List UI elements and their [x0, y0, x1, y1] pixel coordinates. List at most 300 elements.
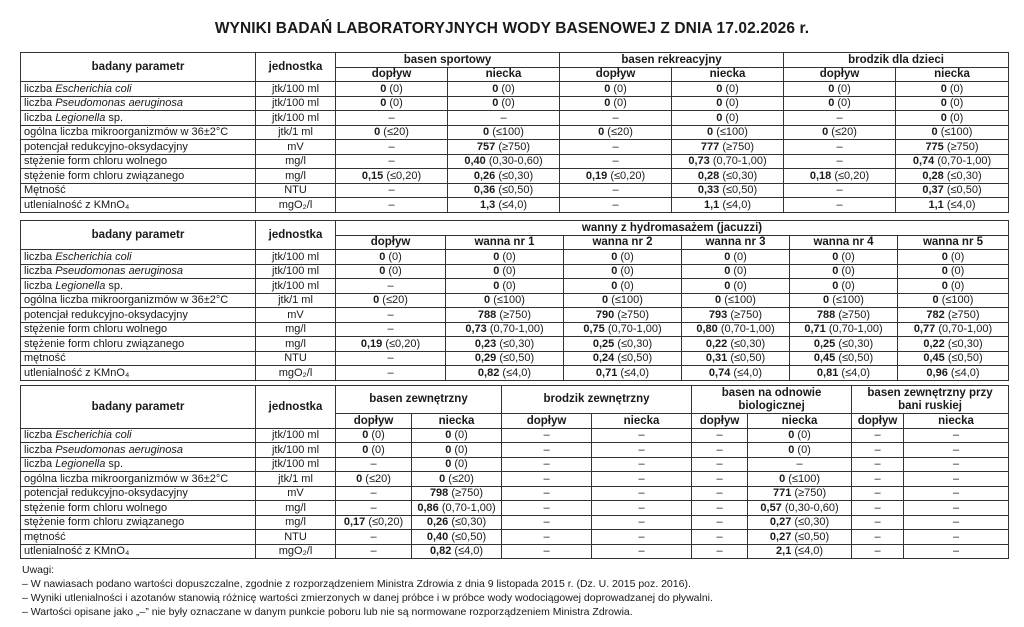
limit-value: (≤100) — [490, 294, 525, 307]
value-cell — [784, 198, 896, 213]
value-cell — [790, 351, 898, 366]
unit-cell: mg/l — [256, 337, 336, 352]
table-row — [21, 250, 1009, 265]
limit-value: (≤0,20) — [382, 337, 421, 350]
measured-value: 798 — [429, 487, 449, 500]
measured-value: – — [612, 140, 619, 153]
table-row — [21, 351, 1009, 366]
table-row — [21, 183, 1009, 198]
value-cell — [336, 308, 446, 323]
measured-value: 0,36 — [473, 184, 496, 197]
measured-value: 0 — [445, 443, 452, 456]
value-cell — [898, 351, 1009, 366]
unit-cell: jtk/100 ml — [256, 82, 336, 97]
value-cell — [898, 250, 1009, 265]
value-cell — [790, 293, 898, 308]
limit-value: (0) — [617, 279, 634, 292]
sub-header: dopływ — [336, 67, 448, 82]
limit-value: (0) — [947, 265, 965, 278]
value-cell — [898, 337, 1009, 352]
table-row — [21, 169, 1009, 184]
value-cell — [672, 82, 784, 97]
value-cell — [784, 183, 896, 198]
measured-value: 0 — [823, 294, 830, 307]
sub-header: niecka — [412, 414, 502, 429]
measured-value: 0,82 — [477, 366, 500, 379]
value-cell — [748, 486, 852, 501]
measured-value: – — [543, 472, 550, 485]
value-cell — [446, 308, 564, 323]
limit-value: (0) — [722, 111, 739, 124]
limit-value: (≥750) — [448, 487, 484, 500]
limit-value: (0) — [451, 443, 468, 456]
measured-value: 0,96 — [926, 366, 948, 379]
value-cell — [790, 279, 898, 294]
value-cell — [692, 501, 748, 516]
value-cell — [898, 366, 1009, 381]
param-text: potencjał redukcyjno-oksydacyjny — [24, 308, 188, 321]
measured-value: 0,73 — [465, 323, 487, 336]
param-cell — [21, 428, 256, 443]
param-text: mętność — [24, 530, 66, 543]
note-item: – Wyniki utlenialności i azotanów stanowią różnicę wartości zmierzonych w danej próbce i w próbce wody wodociągowej doprowadzanej do pływalni. — [22, 592, 713, 604]
value-cell — [336, 125, 448, 140]
param-cell — [21, 443, 256, 458]
limit-value: (≥750) — [614, 308, 650, 321]
value-cell — [564, 264, 682, 279]
sub-header: niecka — [896, 67, 1009, 82]
measured-value: 0 — [715, 294, 722, 307]
param-cell — [21, 111, 256, 126]
value-cell — [790, 366, 898, 381]
group-header: brodzik dla dzieci — [784, 53, 1009, 68]
limit-value: (≤0,50) — [614, 352, 653, 365]
value-cell — [502, 472, 592, 487]
param-cell — [21, 501, 256, 516]
measured-value: 0,45 — [813, 352, 836, 365]
limit-value: (≥750) — [944, 308, 980, 321]
param-cell — [21, 530, 256, 545]
param-latin-name: Legionella — [55, 458, 106, 471]
unit-cell: NTU — [256, 530, 336, 545]
measured-value: – — [543, 458, 550, 471]
measured-value: – — [388, 184, 395, 197]
limit-value: (0) — [610, 82, 627, 95]
measured-value: – — [836, 111, 843, 124]
limit-value: (0,70-1,00) — [486, 323, 544, 336]
limit-value: (≤0,20) — [607, 169, 646, 182]
value-cell — [748, 544, 852, 559]
limit-value: (0) — [610, 97, 627, 110]
measured-value: – — [638, 545, 645, 558]
measured-value: 0,75 — [583, 323, 605, 336]
value-cell — [560, 154, 672, 169]
measured-value: 0,19 — [585, 169, 608, 182]
note-item: – Wartości opisane jako „–” nie były oznaczane w danym punkcie poboru lub nie są normowane rozporządzeniem Ministra Zdrowia. — [22, 606, 633, 618]
value-cell — [564, 293, 682, 308]
unit-cell: jtk/100 ml — [256, 457, 336, 472]
measured-value: 0,33 — [697, 184, 720, 197]
value-cell — [448, 96, 560, 111]
sub-header: dopływ — [784, 67, 896, 82]
measured-value: 0,74 — [912, 155, 935, 168]
sub-header: dopływ — [560, 67, 672, 82]
value-cell — [852, 428, 904, 443]
measured-value: – — [370, 458, 377, 471]
value-cell — [502, 428, 592, 443]
limit-value: (≥750) — [495, 140, 531, 153]
param-cell — [21, 457, 256, 472]
measured-value: – — [370, 501, 377, 514]
value-cell — [412, 457, 502, 472]
value-cell — [898, 279, 1009, 294]
measured-value: – — [638, 458, 645, 471]
param-text: mętność — [24, 352, 66, 365]
value-cell — [560, 111, 672, 126]
value-cell — [336, 428, 412, 443]
measured-value: 0,17 — [343, 516, 366, 529]
measured-value: 775 — [925, 140, 944, 153]
measured-value: – — [387, 308, 394, 321]
limit-value: (≤4,0) — [451, 545, 484, 558]
unit-cell: mV — [256, 140, 336, 155]
measured-value: – — [388, 198, 395, 211]
sub-header: niecka — [448, 67, 560, 82]
measured-value: 0 — [724, 265, 731, 278]
limit-value: (≤100) — [938, 294, 974, 307]
measured-value: – — [543, 545, 550, 558]
value-cell — [592, 457, 692, 472]
value-cell — [672, 169, 784, 184]
table-row — [21, 472, 1009, 487]
limit-value: (0) — [617, 250, 634, 263]
value-cell — [502, 457, 592, 472]
limit-value: (≤100) — [721, 294, 756, 307]
value-cell — [784, 125, 896, 140]
value-cell — [682, 366, 790, 381]
param-cell — [21, 250, 256, 265]
param-text: sp. — [105, 279, 124, 292]
limit-value: (≤20) — [362, 472, 391, 485]
value-cell — [692, 443, 748, 458]
value-cell — [446, 250, 564, 265]
value-cell — [560, 82, 672, 97]
measured-value: 0 — [598, 126, 605, 139]
value-cell — [336, 337, 446, 352]
measured-value: – — [387, 366, 394, 379]
measured-value: 0,26 — [426, 516, 449, 529]
limit-value: (≤0,30) — [943, 169, 982, 182]
measured-value: 0 — [356, 472, 363, 485]
measured-value: 0 — [484, 294, 491, 307]
value-cell — [748, 501, 852, 516]
table-row — [21, 111, 1009, 126]
measured-value: – — [874, 530, 881, 543]
measured-value: 0 — [779, 472, 786, 485]
param-text: stężenie form chloru związanego — [24, 516, 185, 529]
value-cell — [896, 154, 1009, 169]
measured-value: 0,45 — [923, 352, 945, 365]
table-row — [21, 125, 1009, 140]
param-text: ogólna liczba mikroorganizmów w 36±2°C — [24, 472, 229, 485]
measured-value: 790 — [595, 308, 615, 321]
limit-value: (0) — [838, 279, 855, 292]
param-text: ogólna liczba mikroorganizmów w 36±2°C — [24, 294, 229, 307]
table-row — [21, 530, 1009, 545]
unit-cell: jtk/100 ml — [256, 279, 336, 294]
value-cell — [412, 544, 502, 559]
param-cell — [21, 125, 256, 140]
value-cell — [564, 366, 682, 381]
param-latin-name: Escherichia coli — [55, 429, 132, 442]
value-cell — [412, 428, 502, 443]
limit-value: (≤0,30) — [791, 516, 830, 529]
param-cell — [21, 82, 256, 97]
value-cell — [748, 515, 852, 530]
table-row — [21, 308, 1009, 323]
value-cell — [672, 125, 784, 140]
value-cell — [904, 457, 1009, 472]
value-cell — [560, 96, 672, 111]
value-cell — [748, 443, 852, 458]
value-cell — [448, 140, 560, 155]
value-cell — [448, 169, 560, 184]
unit-cell: mg/l — [256, 154, 336, 169]
param-text: liczba — [24, 279, 56, 292]
value-cell — [446, 351, 564, 366]
measured-value: – — [874, 472, 881, 485]
value-cell — [852, 457, 904, 472]
value-cell — [896, 198, 1009, 213]
measured-value: 0,80 — [696, 323, 718, 336]
table-row — [21, 322, 1009, 337]
param-text: liczba — [24, 265, 56, 278]
measured-value: 0 — [380, 82, 387, 95]
measured-value: – — [716, 530, 723, 543]
measured-value: – — [796, 458, 803, 471]
limit-value: (0,70-1,00) — [825, 323, 883, 336]
value-cell — [784, 82, 896, 97]
measured-value: 0 — [602, 294, 609, 307]
value-cell — [502, 501, 592, 516]
measured-value: 777 — [700, 140, 720, 153]
value-cell — [692, 428, 748, 443]
measured-value: – — [387, 323, 394, 336]
unit-cell: mg/l — [256, 169, 336, 184]
value-cell — [904, 515, 1009, 530]
measured-value: 0 — [439, 472, 446, 485]
value-cell — [336, 183, 448, 198]
value-cell — [336, 250, 446, 265]
unit-cell: mgO₂/l — [256, 366, 336, 381]
sub-header: wanna nr 2 — [564, 235, 682, 250]
sub-header: niecka — [904, 414, 1009, 429]
measured-value: – — [874, 458, 881, 471]
measured-value: 0 — [374, 126, 381, 139]
param-cell — [21, 472, 256, 487]
limit-value: (0) — [498, 82, 515, 95]
value-cell — [446, 337, 564, 352]
limit-value: (≤100) — [937, 126, 973, 139]
measured-value: – — [952, 530, 960, 543]
unit-cell: mV — [256, 308, 336, 323]
value-cell — [560, 198, 672, 213]
measured-value: 0,18 — [809, 169, 832, 182]
param-latin-name: Pseudomonas aeruginosa — [55, 97, 183, 110]
measured-value: – — [874, 516, 881, 529]
measured-value: 0 — [832, 265, 839, 278]
limit-value: (≤0,30) — [835, 337, 874, 350]
limit-value: (≤20) — [828, 126, 857, 139]
measured-value: 0 — [931, 126, 938, 139]
value-cell — [692, 486, 748, 501]
value-cell — [896, 183, 1009, 198]
value-cell — [692, 515, 748, 530]
param-latin-name: Pseudomonas aeruginosa — [55, 265, 183, 278]
value-cell — [852, 515, 904, 530]
value-cell — [448, 125, 560, 140]
unit-cell: jtk/1 ml — [256, 125, 336, 140]
measured-value: 0 — [492, 97, 499, 110]
measured-value: – — [716, 487, 723, 500]
table-row — [21, 443, 1009, 458]
param-latin-name: Legionella — [55, 111, 106, 124]
value-cell — [592, 472, 692, 487]
measured-value: 0 — [445, 429, 452, 442]
value-cell — [896, 169, 1009, 184]
value-cell — [852, 501, 904, 516]
limit-value: (0) — [946, 97, 964, 110]
measured-value: 793 — [708, 308, 728, 321]
unit-cell: mgO₂/l — [256, 198, 336, 213]
param-cell — [21, 337, 256, 352]
value-cell — [790, 264, 898, 279]
value-cell — [898, 308, 1009, 323]
limit-value: (≤0,20) — [831, 169, 870, 182]
limit-value: (≥750) — [835, 308, 871, 321]
value-cell — [898, 322, 1009, 337]
value-cell — [502, 443, 592, 458]
limit-value: (≤100) — [489, 126, 524, 139]
limit-value: (0) — [794, 429, 811, 442]
value-cell — [412, 530, 502, 545]
header-row — [21, 386, 1009, 414]
table-row — [21, 428, 1009, 443]
measured-value: – — [952, 429, 960, 442]
measured-value: – — [543, 501, 550, 514]
sub-header: dopływ — [852, 414, 904, 429]
value-cell — [672, 111, 784, 126]
measured-value: 0 — [716, 111, 723, 124]
param-text: potencjał redukcyjno-oksydacyjny — [24, 140, 188, 153]
limit-value: (0) — [794, 443, 811, 456]
unit-header: jednostka — [256, 221, 336, 250]
value-cell — [692, 530, 748, 545]
limit-value: (≤4,0) — [499, 366, 532, 379]
value-cell — [336, 279, 446, 294]
group-header: brodzik zewnętrzny — [502, 386, 692, 414]
value-cell — [592, 530, 692, 545]
limit-value: (0,70-1,00) — [709, 155, 767, 168]
limit-value: (≤4,0) — [838, 366, 871, 379]
value-cell — [336, 443, 412, 458]
limit-value: (0) — [499, 265, 516, 278]
sub-header: wanna nr 5 — [898, 235, 1009, 250]
measured-value: 0 — [493, 265, 500, 278]
measured-value: 0,40 — [464, 155, 486, 168]
measured-value: 0,71 — [595, 366, 618, 379]
value-cell — [564, 250, 682, 265]
measured-value: 0 — [940, 111, 947, 124]
header-row — [21, 53, 1009, 68]
param-cell — [21, 544, 256, 559]
param-cell — [21, 198, 256, 213]
sub-header: dopływ — [336, 414, 412, 429]
param-cell — [21, 515, 256, 530]
value-cell — [898, 293, 1009, 308]
measured-value: 0 — [380, 97, 387, 110]
value-cell — [904, 472, 1009, 487]
limit-value: (≤0,50) — [727, 352, 766, 365]
measured-value: 0,74 — [708, 366, 731, 379]
value-cell — [336, 198, 448, 213]
value-cell — [682, 250, 790, 265]
measured-value: 0 — [604, 97, 611, 110]
table-row — [21, 501, 1009, 516]
measured-value: 0 — [611, 279, 618, 292]
param-text: liczba — [24, 111, 56, 124]
measured-value: – — [370, 487, 377, 500]
measured-value: 0,22 — [705, 337, 728, 350]
limit-value: (0) — [947, 279, 965, 292]
measured-value: – — [543, 429, 550, 442]
value-cell — [336, 140, 448, 155]
limit-value: (0) — [838, 265, 855, 278]
measured-value: 0 — [932, 294, 939, 307]
measured-value: 757 — [476, 140, 496, 153]
table-row — [21, 140, 1009, 155]
measured-value: 782 — [926, 308, 945, 321]
value-cell — [898, 264, 1009, 279]
measured-value: 0,73 — [688, 155, 710, 168]
value-cell — [784, 154, 896, 169]
table-row — [21, 293, 1009, 308]
measured-value: 0,77 — [913, 323, 936, 336]
value-cell — [790, 308, 898, 323]
param-header: badany parametr — [21, 53, 256, 82]
measured-value: – — [638, 429, 645, 442]
limit-value: (≤4,0) — [791, 545, 824, 558]
param-latin-name: Escherichia coli — [55, 250, 132, 263]
measured-value: 0,71 — [804, 323, 826, 336]
measured-value: 0 — [483, 126, 490, 139]
value-cell — [560, 125, 672, 140]
sub-header: wanna nr 4 — [790, 235, 898, 250]
limit-value: (≤4,0) — [617, 366, 650, 379]
table-row — [21, 337, 1009, 352]
measured-value: 0 — [611, 250, 618, 263]
measured-value: 788 — [816, 308, 836, 321]
measured-value: 0 — [379, 265, 386, 278]
param-header: badany parametr — [21, 221, 256, 250]
measured-value: – — [638, 501, 645, 514]
unit-cell: mgO₂/l — [256, 544, 336, 559]
measured-value: 0 — [362, 443, 369, 456]
value-cell — [336, 111, 448, 126]
param-cell — [21, 154, 256, 169]
param-cell — [21, 366, 256, 381]
value-cell — [904, 486, 1009, 501]
